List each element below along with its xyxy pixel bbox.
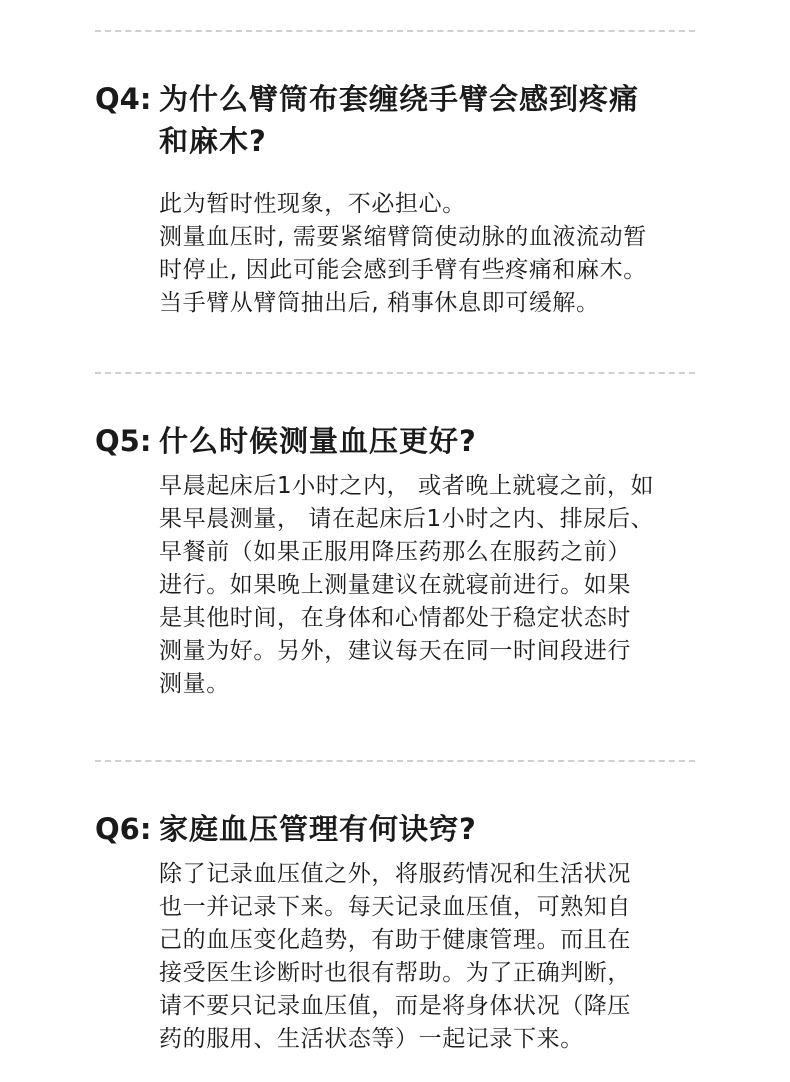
- answer-line: 测量为好。另外，建议每天在同一时间段进行: [159, 638, 631, 664]
- question-line: 为什么臂筒布套缠绕手臂会感到疼痛: [159, 82, 640, 116]
- answer-line: 除了记录血压值之外，将服药情况和生活状况: [159, 861, 631, 887]
- answer-line: 时停止, 因此可能会感到手臂有些疼痛和麻木。: [159, 257, 647, 283]
- answer-line: 药的服用、生活状态等）一起记录下来。: [159, 1026, 584, 1052]
- question-row: [95, 420, 705, 462]
- answer-line: 是其他时间，在身体和心情都处于稳定状态时: [159, 605, 631, 631]
- question-text: [159, 420, 705, 462]
- question-text: [159, 808, 705, 850]
- answer-line: 己的血压变化趋势，有助于健康管理。而且在: [159, 927, 631, 953]
- answer-line: 测量。: [159, 671, 230, 697]
- answer-line: 接受医生诊断时也很有帮助。为了正确判断，: [159, 960, 631, 986]
- answer-line: 也一并记录下来。每天记录血压值，可熟知自: [159, 894, 631, 920]
- divider: [95, 760, 695, 762]
- question-label: Q6:: [95, 812, 152, 846]
- answer-line: 此为暂时性现象，不必担心。: [159, 191, 466, 217]
- question-label: Q4:: [95, 82, 152, 116]
- answer-line: 进行。如果晚上测量建议在就寝前进行。如果: [159, 572, 631, 598]
- answer-line: 早晨起床后1小时之内， 或者晚上就寝之前，如: [159, 473, 655, 499]
- question-line: 什么时候测量血压更好?: [159, 424, 477, 458]
- question-row: [95, 808, 705, 850]
- answer-text: [159, 188, 705, 320]
- answer-line: 测量血压时, 需要紧缩臂筒使动脉的血液流动暂: [159, 224, 647, 250]
- question-text: [159, 78, 705, 162]
- answer-line: 请不要只记录血压值，而是将身体状况（降压: [159, 993, 631, 1019]
- question-row: [95, 78, 705, 162]
- question-line: 和麻木?: [159, 124, 267, 158]
- answer-text: [159, 470, 705, 701]
- answer-line: 当手臂从臂筒抽出后, 稍事休息即可缓解。: [159, 290, 600, 316]
- faq-q5: [95, 420, 705, 701]
- faq-q6: [95, 808, 705, 1056]
- divider: [95, 372, 695, 374]
- answer-line: 早餐前（如果正服用降压药那么在服药之前）: [159, 539, 631, 565]
- faq-q4: [95, 78, 705, 320]
- top-divider: [95, 30, 695, 32]
- question-line: 家庭血压管理有何诀窍?: [159, 812, 477, 846]
- question-label: Q5:: [95, 424, 152, 458]
- answer-text: [159, 858, 705, 1056]
- answer-line: 果早晨测量， 请在起床后1小时之内、排尿后、: [159, 506, 655, 532]
